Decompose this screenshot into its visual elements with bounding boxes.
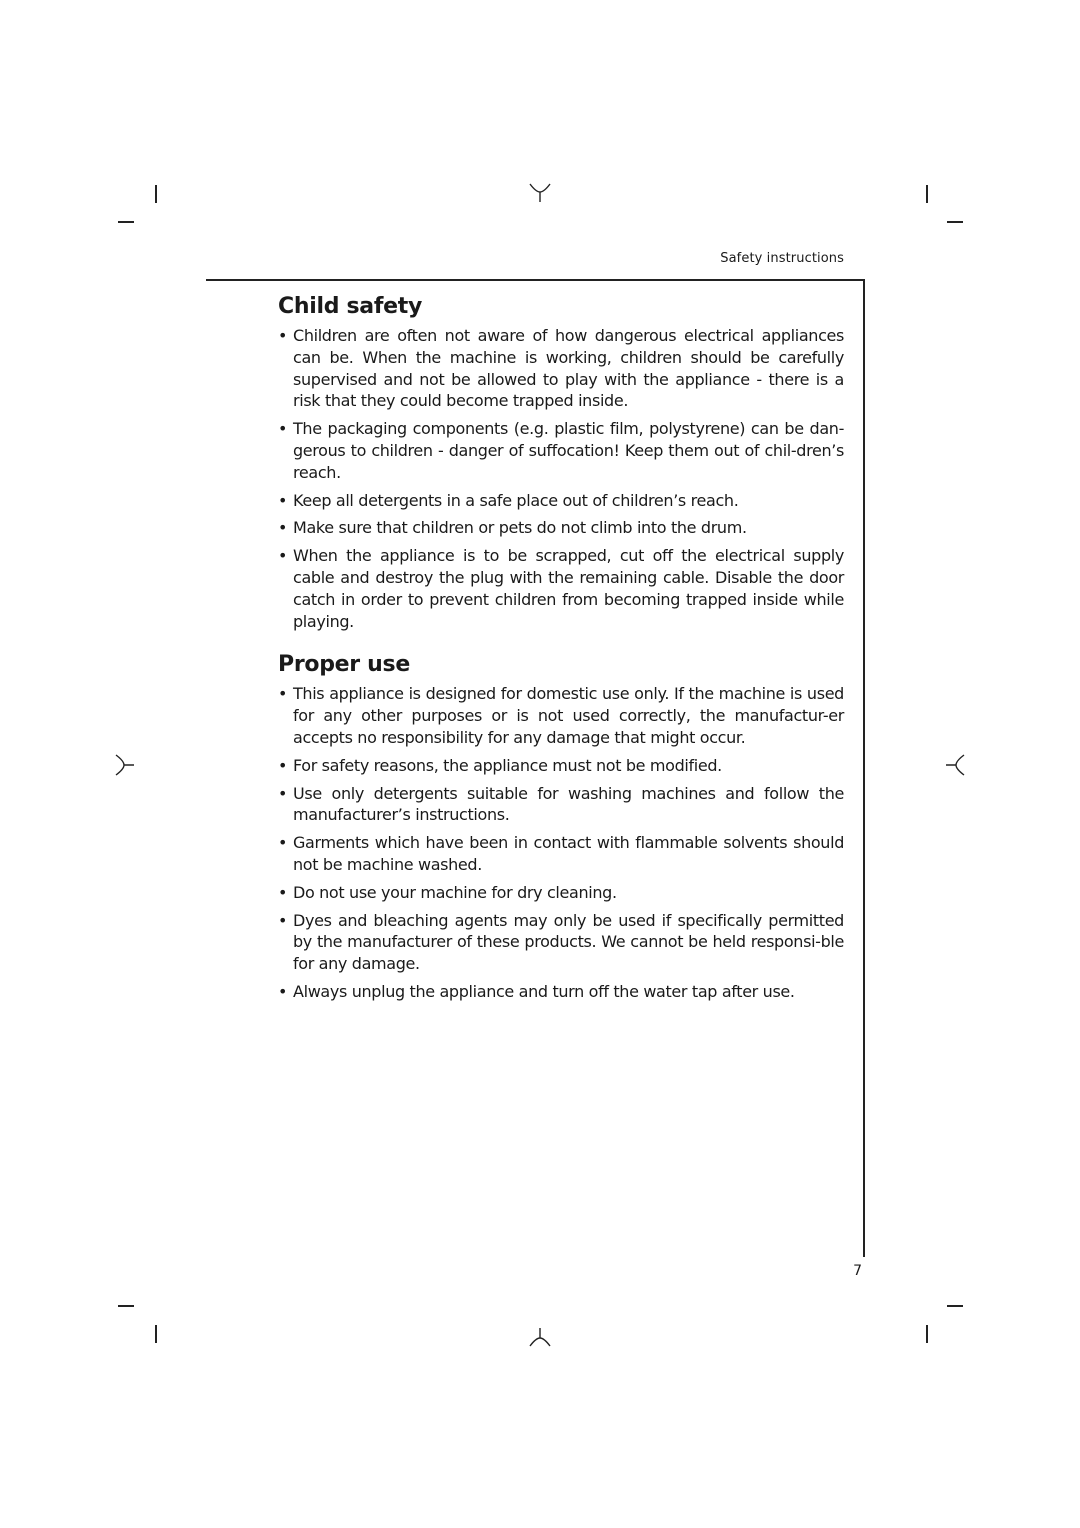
- page-content: [278, 294, 844, 1009]
- crop-mark: [947, 1305, 963, 1307]
- list-item: • Keep all detergents in a safe place out of children’s reach.: [278, 490, 739, 510]
- bullet-icon: •: [278, 546, 288, 566]
- list-item: • For safety reasons, the appliance must not be modified.: [278, 755, 722, 775]
- child-safety-list: [278, 325, 844, 632]
- registration-mark-bottom: [528, 1326, 552, 1348]
- page-number: 7: [853, 1263, 862, 1279]
- crop-mark: [118, 221, 134, 223]
- bullet-icon: •: [278, 833, 288, 853]
- crop-mark: [926, 185, 928, 203]
- list-item: • The packaging components (e.g. plastic film, polystyrene) can be dan-gerous to children - danger of suffocation! Keep them out of chil-dren’s reach.: [278, 419, 844, 482]
- margin-rule: [863, 279, 865, 1257]
- registration-mark-right: [944, 753, 966, 777]
- list-item: • Garments which have been in contact with flammable solvents should not be machine washed.: [278, 833, 844, 874]
- list-item: • Use only detergents suitable for washing machines and follow the manufacturer’s instructions.: [278, 783, 844, 825]
- bullet-icon: •: [278, 518, 288, 538]
- section-title-proper-use: Proper use: [278, 652, 410, 678]
- list-item: • Always unplug the appliance and turn off the water tap after use.: [278, 981, 795, 1001]
- bullet-icon: •: [278, 783, 288, 803]
- crop-mark: [155, 1325, 157, 1343]
- list-item: • Children are often not aware of how dangerous electrical appliances can be. When the machine is working, children should be carefully supervised and not be allowed to play with the appliance - there is a risk that they could become trapped inside.: [278, 326, 844, 411]
- bullet-icon: •: [278, 755, 288, 775]
- list-item: • Dyes and bleaching agents may only be used if specifically permitted by the manufacturer of these products. We cannot be held responsi-ble for any damage.: [278, 910, 844, 974]
- bullet-icon: •: [278, 490, 288, 510]
- crop-mark: [155, 185, 157, 203]
- bullet-icon: •: [278, 882, 288, 902]
- bullet-icon: •: [278, 981, 288, 1001]
- header-rule: [206, 279, 864, 281]
- crop-mark: [118, 1305, 134, 1307]
- crop-mark: [947, 221, 963, 223]
- running-header: Safety instructions: [720, 251, 844, 266]
- list-item: • When the appliance is to be scrapped, cut off the electrical supply cable and destroy the plug with the remaining cable. Disable the door catch in order to prevent children from becoming trapped inside while playing.: [278, 546, 844, 631]
- bullet-icon: •: [278, 419, 288, 439]
- list-item: • Make sure that children or pets do not climb into the drum.: [278, 518, 747, 538]
- list-item: • This appliance is designed for domestic use only. If the machine is used for any other purposes or is not used correctly, the manufactur-er accepts no responsibility for any damage that might occur.: [278, 684, 844, 747]
- registration-mark-top: [528, 182, 552, 204]
- proper-use-list: [278, 683, 844, 1002]
- list-item: • Do not use your machine for dry cleaning.: [278, 882, 617, 902]
- bullet-icon: •: [278, 910, 288, 930]
- bullet-icon: •: [278, 684, 288, 704]
- registration-mark-left: [114, 753, 136, 777]
- crop-mark: [926, 1325, 928, 1343]
- section-title-child-safety: Child safety: [278, 294, 422, 319]
- bullet-icon: •: [278, 326, 288, 345]
